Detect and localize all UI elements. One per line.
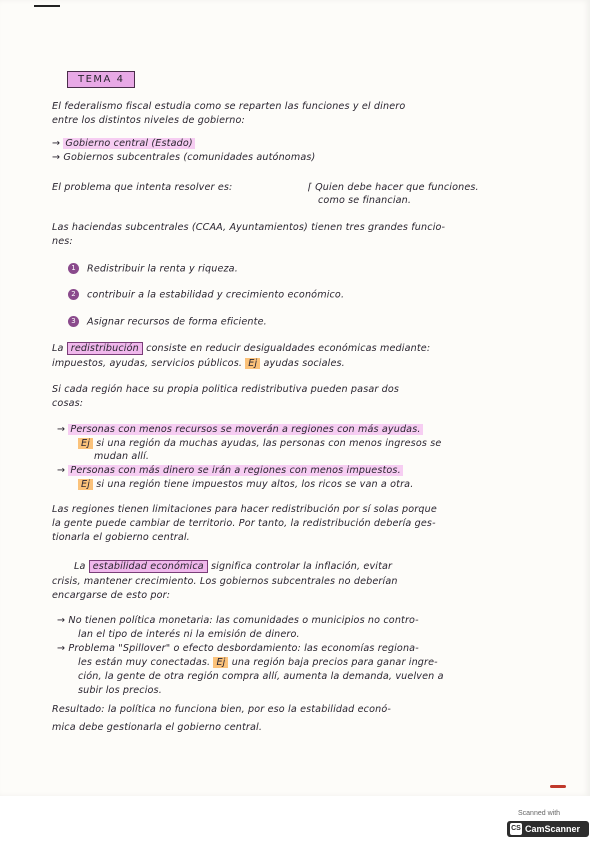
intro-line-2: entre los distintos niveles de gobierno: (52, 115, 245, 126)
case-example: Ej si una región da muchas ayudas, las personas con menos ingresos se (78, 438, 441, 450)
reason-cont: subir los precios. (78, 685, 162, 696)
example-tag: Ej (213, 657, 228, 668)
intro-line-1: El federalismo fiscal estudia como se reparten las funciones y el dinero (52, 101, 406, 112)
case-item: → Personas con menos recursos se moverán a regiones con más ayudas. (57, 424, 421, 435)
arrow-icon: → (57, 615, 69, 626)
reason-cont: les están muy conectadas. Ej una región baja precios para ganar ingre- (78, 657, 438, 668)
limitaciones-line-2: la gente puede cambiar de territorio. Por tanto, la redistribución debería ges- (52, 518, 436, 529)
haciendas-line-1: Las haciendas subcentrales (CCAA, Ayuntamientos) tienen tres grandes funcio- (52, 222, 446, 233)
cada-region-line-2: cosas: (52, 398, 84, 409)
function-item: 2 contribuir a la estabilidad y crecimiento económico. (68, 289, 344, 302)
estabilidad-line-1: La estabilidad económica significa controlar la inflación, evitar (74, 561, 393, 572)
limitaciones-line-3: tionarla el gobierno central. (52, 532, 190, 543)
redistribucion-line-1: La redistribución consiste en reducir desigualdades económicas mediante: (52, 343, 431, 354)
page-edge-mark (34, 5, 60, 7)
reason-cont: ción, la gente de otra región compra allí, aumenta la demanda, vuelven a (78, 671, 444, 682)
problem-item: como se financian. (318, 195, 412, 206)
number-badge: 3 (68, 316, 79, 327)
estabilidad-line-3: encargarse de esto por: (52, 590, 171, 601)
example-tag: Ej (78, 438, 93, 449)
red-mark (550, 785, 566, 788)
reason-item: → Problema "Spillover" o efecto desbordamiento: las economías regiona- (57, 643, 419, 654)
term-highlight: estabilidad económica (89, 560, 208, 573)
camscanner-badge (505, 808, 593, 842)
case-example: Ej si una región tiene impuestos muy altos, los ricos se van a otra. (78, 479, 413, 491)
level-label: Gobierno central (Estado) (65, 138, 193, 149)
case-item: → Personas con más dinero se irán a regiones con menos impuestos. (57, 465, 401, 476)
level-label: Gobiernos subcentrales (comunidades autónomas) (63, 152, 316, 163)
redistribucion-line-2: impuestos, ayudas, servicios públicos. Ej ayudas sociales. (52, 358, 345, 369)
level-item (52, 138, 195, 150)
arrow-icon: → (57, 424, 69, 435)
term-highlight: redistribución (67, 342, 143, 355)
camscanner-name: CamScanner (525, 824, 581, 834)
cada-region-line-1: Si cada región hace su propia politica redistributiva pueden pasar dos (52, 384, 400, 395)
arrow-icon: → (52, 152, 64, 163)
scanned-with-label: Scanned with (518, 810, 561, 817)
page-title: TEMA 4 (67, 71, 135, 88)
function-item: 3 Asignar recursos de forma eficiente. (68, 316, 267, 329)
camscanner-icon: CS (510, 823, 522, 835)
problem-lead: El problema que intenta resolver es: (52, 182, 233, 193)
level-item (52, 152, 315, 164)
function-item: 1 Redistribuir la renta y riqueza. (68, 263, 238, 276)
arrow-icon: → (52, 138, 64, 149)
estabilidad-line-2: crisis, mantener crecimiento. Los gobiernos subcentrales no deberían (52, 576, 398, 587)
reason-cont: lan el tipo de interés ni la emisión de dinero. (78, 629, 300, 640)
camscanner-logo (507, 821, 589, 837)
example-tag: Ej (245, 358, 260, 369)
number-badge: 2 (68, 289, 79, 300)
arrow-icon: → (57, 643, 69, 654)
haciendas-line-2: nes: (52, 236, 73, 247)
problem-item: ⌈ Quien debe hacer que funciones. (308, 182, 479, 193)
example-tag: Ej (78, 479, 93, 490)
resultado-line-2: mica debe gestionarla el gobierno central. (52, 722, 263, 733)
number-badge: 1 (68, 263, 79, 274)
arrow-icon: → (57, 465, 69, 476)
brace-icon: ⌈ (308, 182, 316, 193)
limitaciones-line-1: Las regiones tienen limitaciones para hacer redistribución por sí solas porque (52, 504, 437, 515)
reason-item: → No tienen política monetaria: las comunidades o municipios no contro- (57, 615, 419, 626)
case-example-cont: mudan allí. (94, 451, 150, 462)
resultado-line-1: Resultado: la política no funciona bien, por eso la estabilidad econó- (52, 704, 391, 715)
